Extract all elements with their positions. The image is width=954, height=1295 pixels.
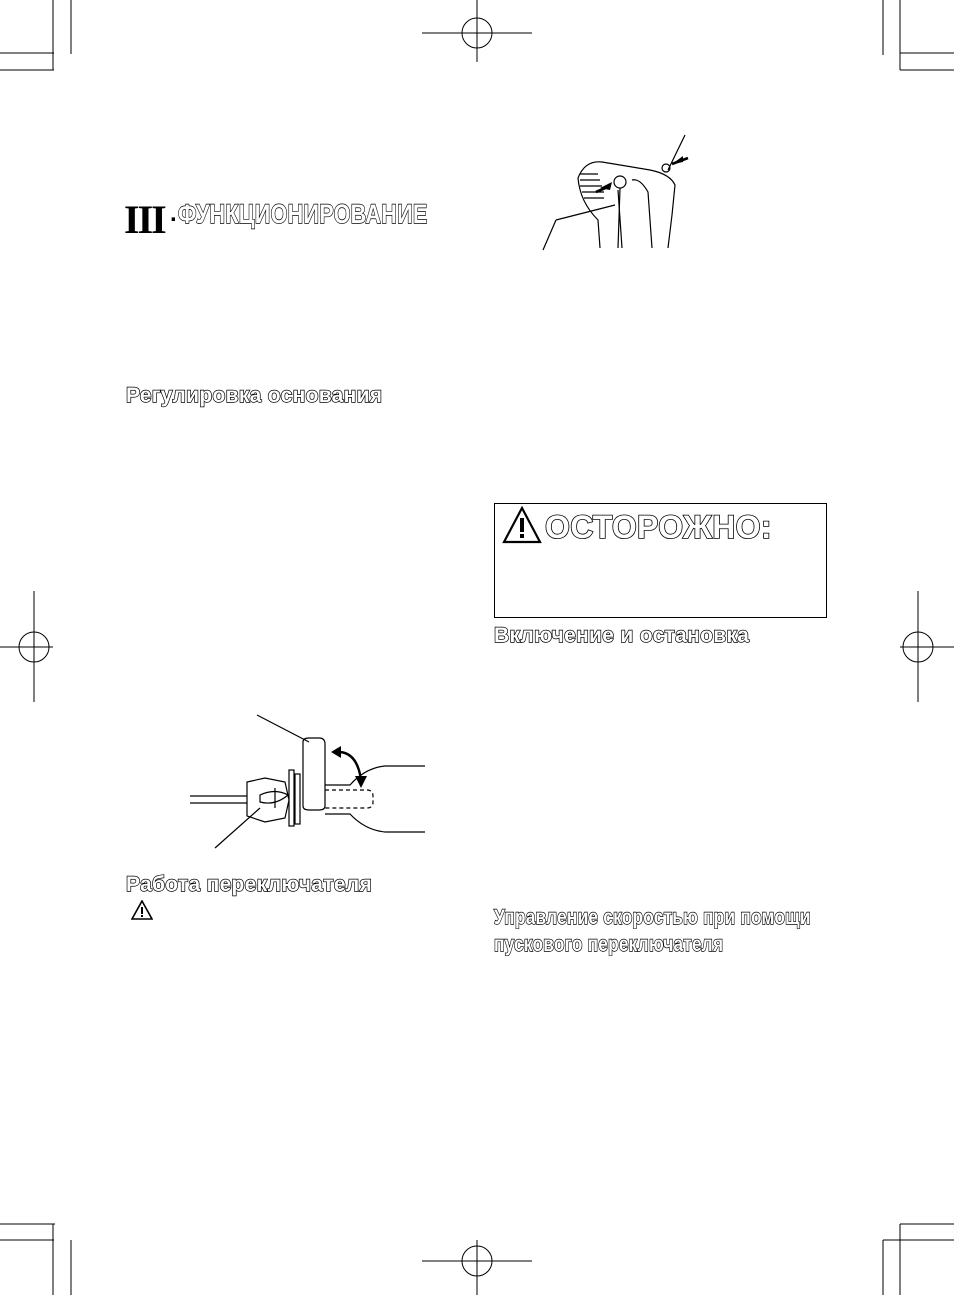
section-heading-speed-control-line2: пускового переключателя: [494, 933, 724, 956]
section-heading-switch-action: Работа переключателя: [126, 873, 373, 896]
warning-title: ОСТОРОЖНО:: [545, 509, 772, 545]
section-heading-speed-control-line1: Управление скоростью при помощи: [494, 906, 811, 929]
chapter-numeral: III: [124, 197, 165, 242]
crosshair-registration-icon-left: [0, 591, 53, 702]
chapter-dot: .: [170, 200, 177, 227]
section-heading-start-stop: Включение и остановка: [494, 624, 750, 647]
figure-switch-illustration: [185, 710, 430, 855]
warning-triangle-icon: [502, 506, 542, 544]
crosshair-registration-icon-right: [900, 591, 954, 702]
chapter-title: ФУНКЦИОНИРОВАНИЕ: [178, 199, 428, 229]
crosshair-registration-icon-bottom: [422, 1240, 532, 1295]
crosshair-registration-icon-top: [422, 0, 532, 62]
section-heading-base-adjustment: Регулировка основания: [126, 384, 383, 407]
figure-handle-illustration: [540, 130, 700, 255]
warning-triangle-icon: [131, 900, 153, 920]
